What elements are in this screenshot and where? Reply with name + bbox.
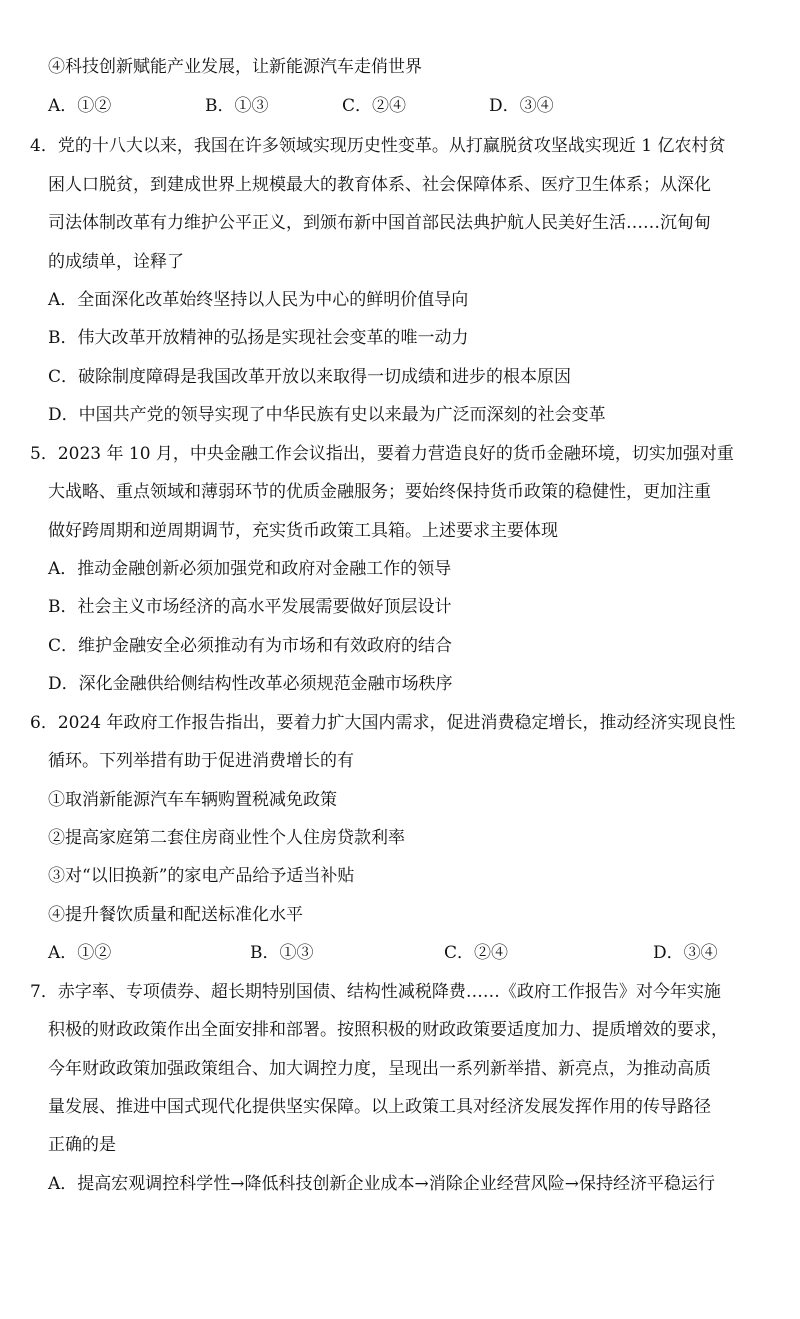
q5-stem-line-2: 大战略、重点领域和薄弱环节的优质金融服务；要始终保持货币政策的稳健性，更加注重 <box>48 482 711 502</box>
q7-option-a: A．提高宏观调控科学性→降低科技创新企业成本→消除企业经营风险→保持经济平稳运行 <box>48 1174 716 1194</box>
q3-options <box>48 96 748 116</box>
q6-item-3: ③对“以旧换新”的家电产品给予适当补贴 <box>48 866 355 886</box>
q6-option-a: A．①② <box>48 943 112 963</box>
q7-stem-line-2: 积极的财政政策作出全面安排和部署。按照积极的财政政策要适度加力、提质增效的要求， <box>48 1020 728 1040</box>
q3-option-d: D．③④ <box>489 96 554 116</box>
q4-option-b: B．伟大改革开放精神的弘扬是实现社会变革的唯一动力 <box>48 328 469 348</box>
q6-item-2: ②提高家庭第二套住房商业性个人住房贷款利率 <box>48 828 405 848</box>
q4-option-c: C．破除制度障碍是我国改革开放以来取得一切成绩和进步的根本原因 <box>48 367 572 387</box>
q3-option-b: B．①③ <box>205 96 269 116</box>
q6-stem-line-2: 循环。下列举措有助于促进消费增长的有 <box>48 751 354 771</box>
q7-stem-line-3: 今年财政政策加强政策组合、加大调控力度，呈现出一系列新举措、新亮点，为推动高质 <box>48 1059 711 1079</box>
q7-stem-line-4: 量发展、推进中国式现代化提供坚实保障。以上政策工具对经济发展发挥作用的传导路径 <box>48 1097 711 1117</box>
q6-option-c: C．②④ <box>444 943 509 963</box>
q6-options <box>48 943 748 963</box>
q6-item-4: ④提升餐饮质量和配送标准化水平 <box>48 905 303 925</box>
q5-option-a: A．推动金融创新必须加强党和政府对金融工作的领导 <box>48 559 452 579</box>
q5-option-d: D．深化金融供给侧结构性改革必须规范金融市场秩序 <box>48 674 453 694</box>
q3-option-c: C．②④ <box>342 96 407 116</box>
q4-stem-line-2: 困人口脱贫，到建成世界上规模最大的教育体系、社会保障体系、医疗卫生体系；从深化 <box>48 175 711 195</box>
q7-stem-line-1: 7．赤字率、专项债券、超长期特别国债、结构性减税降费……《政府工作报告》对今年实施 <box>30 982 721 1002</box>
q4-stem-line-3: 司法体制改革有力维护公平正义，到颁布新中国首部民法典护航人民美好生活……沉甸甸 <box>48 213 711 233</box>
q6-stem-line-1: 6．2024 年政府工作报告指出，要着力扩大国内需求，促进消费稳定增长，推动经济实现良性 <box>30 713 736 733</box>
q6-option-b: B．①③ <box>250 943 314 963</box>
q4-option-d: D．中国共产党的领导实现了中华民族有史以来最为广泛而深刻的社会变革 <box>48 405 606 425</box>
q5-option-b: B．社会主义市场经济的高水平发展需要做好顶层设计 <box>48 597 452 617</box>
q6-option-d: D．③④ <box>653 943 718 963</box>
q7-stem-line-5: 正确的是 <box>48 1135 116 1155</box>
q3-option-a: A．①② <box>48 96 112 116</box>
q4-option-a: A．全面深化改革始终坚持以人民为中心的鲜明价值导向 <box>48 290 469 310</box>
q3-item-4: ④科技创新赋能产业发展，让新能源汽车走俏世界 <box>48 57 422 77</box>
q4-stem-line-4: 的成绩单，诠释了 <box>48 252 184 272</box>
q6-item-1: ①取消新能源汽车车辆购置税减免政策 <box>48 790 337 810</box>
q5-option-c: C．维护金融安全必须推动有为市场和有效政府的结合 <box>48 636 453 656</box>
q4-stem-line-1: 4．党的十八大以来，我国在许多领域实现历史性变革。从打赢脱贫攻坚战实现近 1 亿农村贫 <box>30 136 726 156</box>
q5-stem-line-3: 做好跨周期和逆周期调节，充实货币政策工具箱。上述要求主要体现 <box>48 521 558 541</box>
q5-stem-line-1: 5．2023 年 10 月，中央金融工作会议指出，要着力营造良好的货币金融环境，切实加强对重 <box>30 444 734 464</box>
